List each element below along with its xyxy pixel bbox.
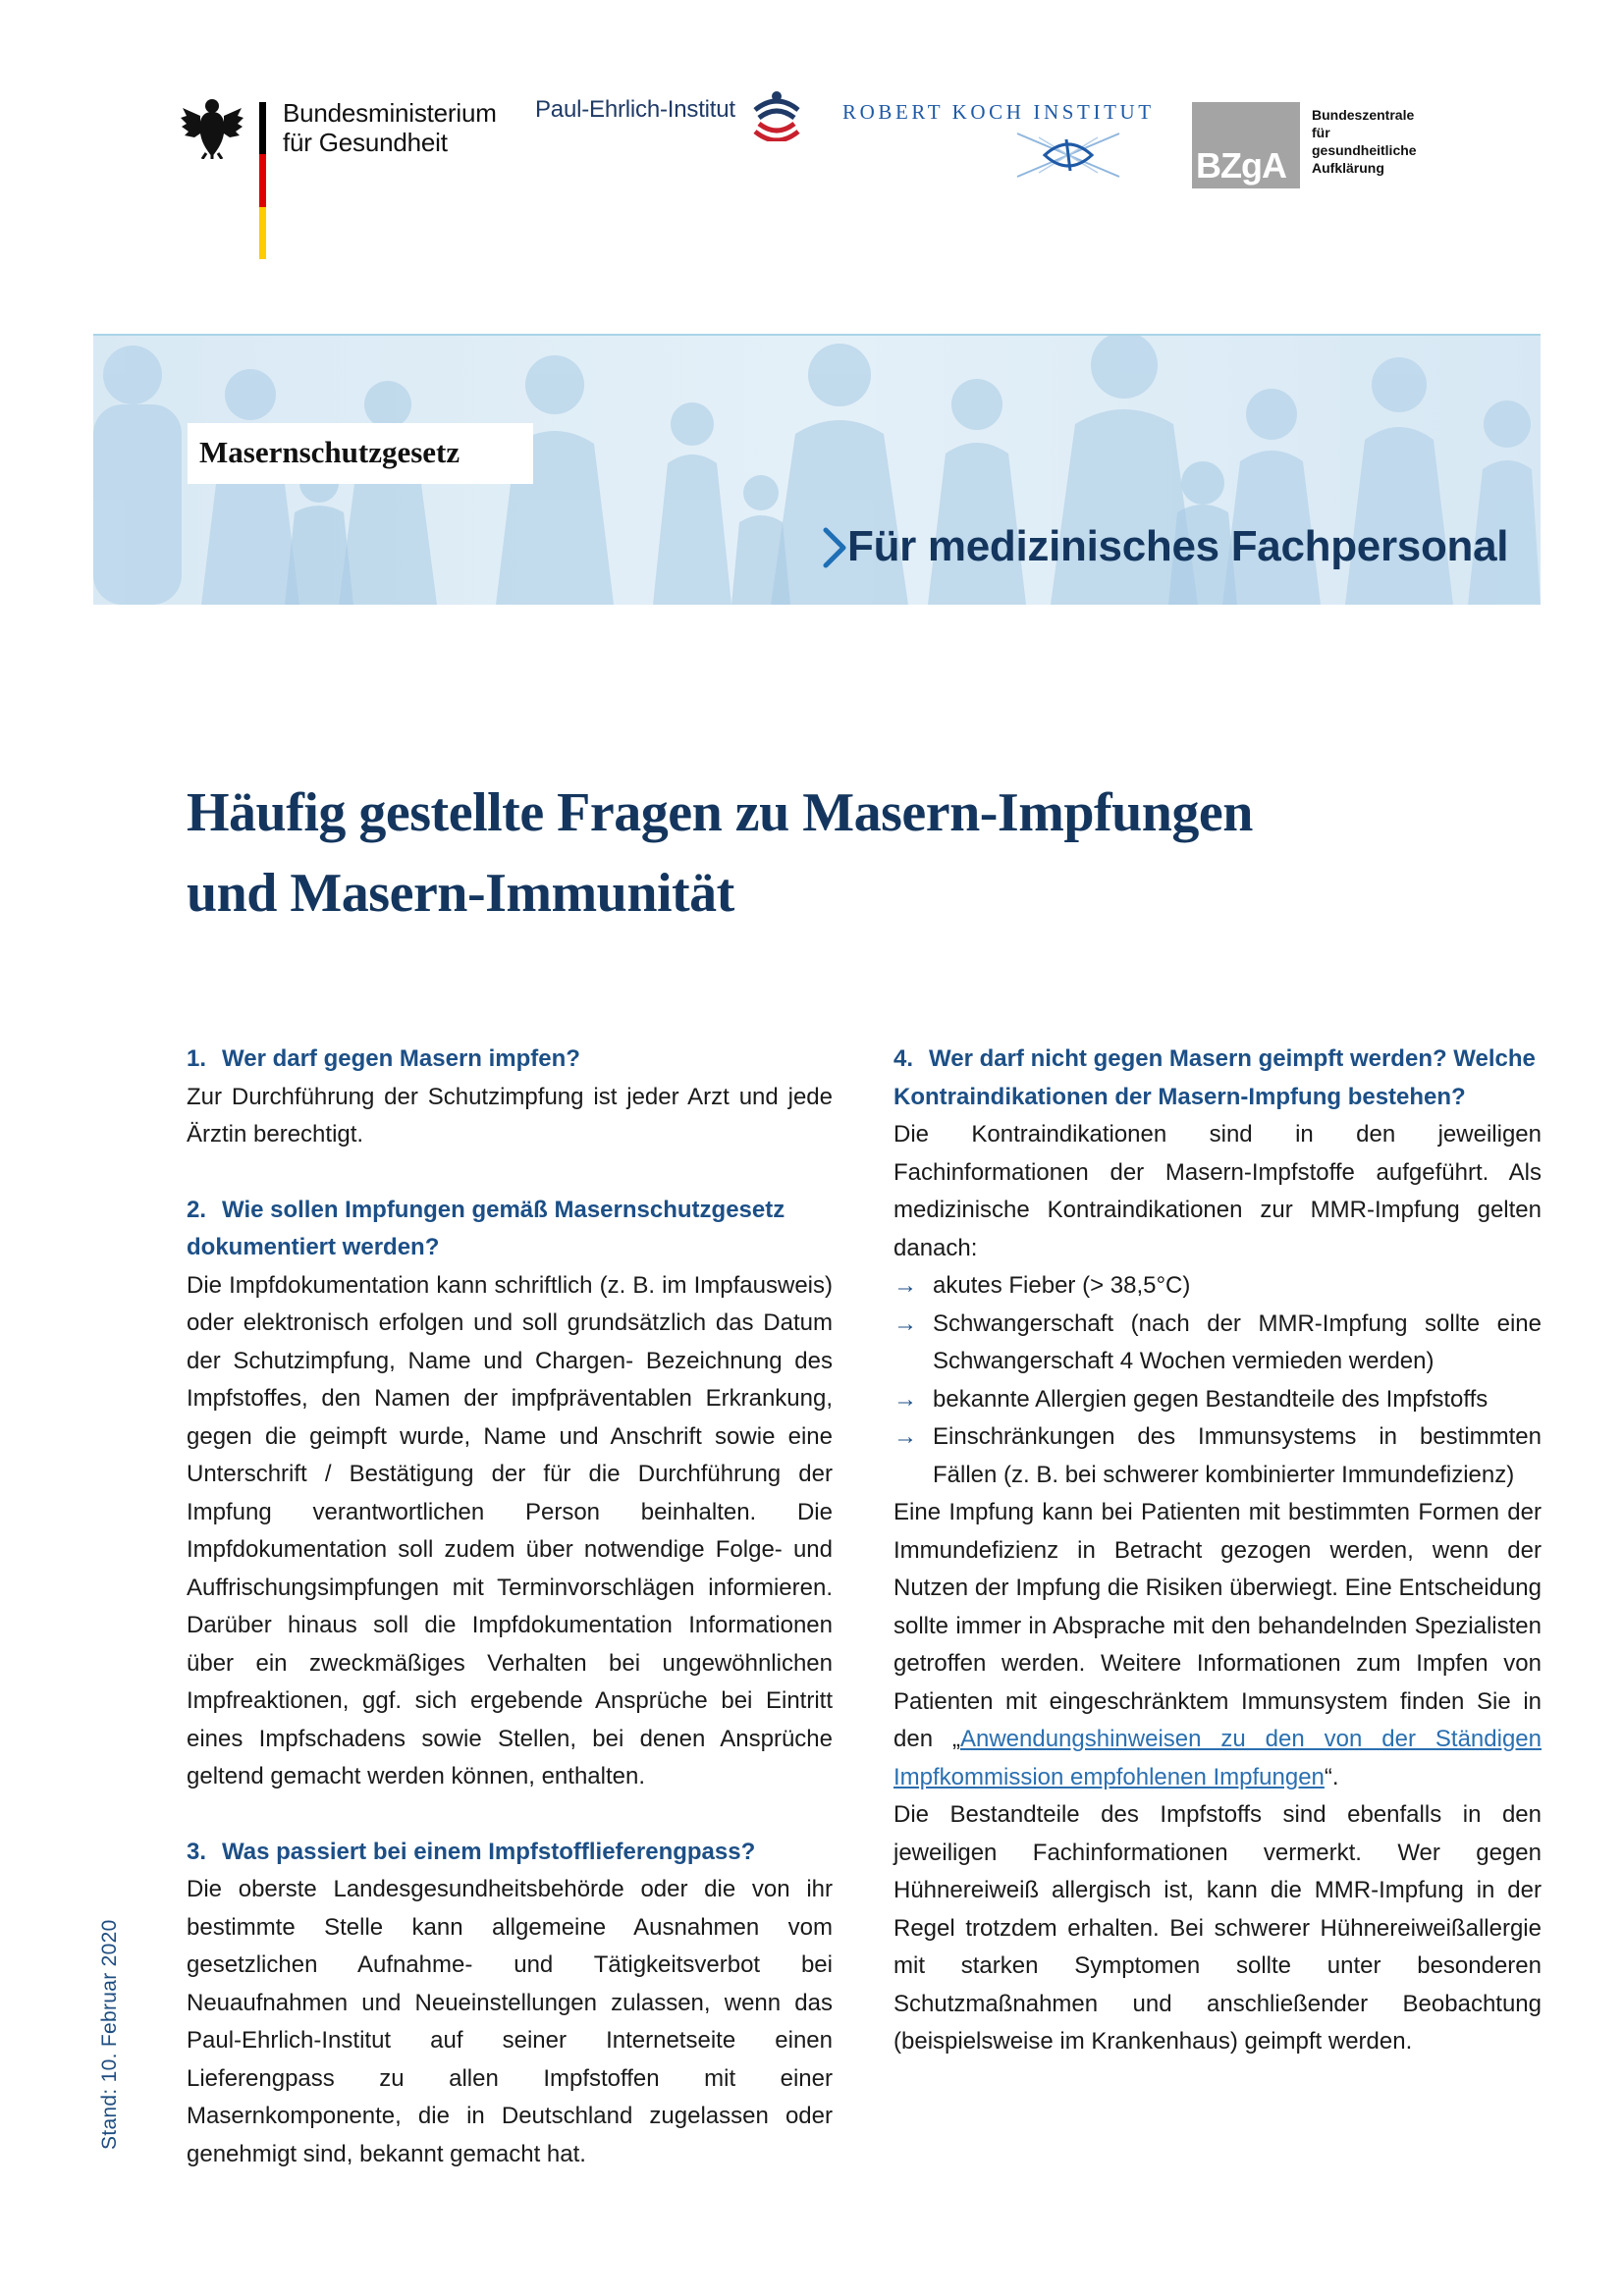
bmg-name-line1: Bundesministerium (283, 98, 497, 128)
bzga-name-line1: Bundeszentrale (1312, 107, 1415, 123)
faq-answer-4-para3: Die Bestandteile des Impfstoffs sind ebenfalls in den jeweiligen Fachinformationen vermerkt. Wer gegen Hühnereiweiß allergisch ist, kann die MMR-Impfung in der Regel trotzdem erhalten. Bei schwerer Hühnereiweißallergie mit starken Symptomen sollte unter besonderen Schutzmaßnahmen und anschließender Beobachtung (beispielsweise im Krankenhaus) geimpft werden. (893, 1801, 1542, 2055)
right-column (893, 1041, 1542, 2061)
faq-answer-2: Die Impfdokumentation kann schriftlich (z. B. im Impfausweis) oder elektronisch erfolgen und soll grundsätzlich das Datum der Schutzimpfung, Name und Chargen- Bezeichnung des Impfstoffes, den Namen der impfpräventablen Erkrankung, gegen die geimpft wurde, Name und Anschrift sowie eine Unterschrift / Bestätigung der für die Durchführung der Impfung verantwortlichen Person beinhalten. Die Impfdokumentation soll zudem über notwendige Folge- und Auffrischungsimpfungen mit Terminvorschlägen informieren. Darüber hinaus soll die Impfdokumentation Informationen über ein zweckmäßiges Verhalten bei ungewöhnlichen Impfreaktionen, ggf. sich ergebende Ansprüche bei Eintritt eines Impfschadens sowie Stellen, bei denen Ansprüche geltend gemacht werden können, enthalten. (187, 1271, 833, 1789)
pei-logo (535, 90, 810, 149)
bzga-name (1312, 106, 1417, 177)
page-title-line2: und Masern-Immunität (187, 863, 734, 924)
hero-banner (93, 334, 1541, 605)
arrow-right-icon: → (893, 1309, 917, 1337)
faq-number: 2. (187, 1196, 207, 1223)
german-flag-stripe (259, 102, 266, 259)
faq-question-text: Wer darf nicht gegen Masern geimpft werden? Welche Kontraindikationen der Masern-Impfung bestehen? (893, 1045, 1536, 1110)
rki-emblem-icon (1009, 128, 1127, 183)
faq-answer-3: Die oberste Landesgesundheitsbehörde oder die von ihr bestimmte Stelle kann allgemeine Ausnahmen vom gesetzlichen Aufnahme- und Tätigkeitsverbot bei Neuaufnahmen und Neueinstellungen zulassen, wenn das Paul-Ehrlich-Institut auf seiner Internetseite einen Lieferengpass zu allen Impfstoffen mit einer Masernkomponente, die in Deutschland zugelassen oder genehmigt sind, bekannt gemacht hat. (187, 1876, 833, 2167)
faq-number: 1. (187, 1045, 207, 1072)
faq-question-text: Wer darf gegen Masern impfen? (222, 1045, 580, 1072)
banner-tag-label: Masernschutzgesetz (199, 435, 460, 469)
left-column (187, 1041, 833, 2173)
faq-question-3 (187, 1834, 833, 1872)
contraindication-list (893, 1267, 1542, 1494)
faq-answer-4-para2 (893, 1494, 1542, 1796)
faq-number: 4. (893, 1045, 914, 1072)
faq-answer-4-intro: Die Kontraindikationen sind in den jeweiligen Fachinformationen der Masern-Impfstoffe aufgeführt. Als medizinische Kontraindikationen zur MMR-Impfung gelten danach: (893, 1121, 1542, 1261)
rki-logo (842, 98, 1157, 187)
arrow-right-icon: → (893, 1385, 917, 1413)
faq-question-2 (187, 1192, 833, 1267)
list-item (893, 1267, 1542, 1306)
stand-date: Stand: 10. Februar 2020 (98, 1919, 121, 2150)
bzga-letters: BZgA (1196, 145, 1286, 186)
bmg-name-line2: für Gesundheit (283, 128, 448, 157)
page-title-line1: Häufig gestellte Fragen zu Masern-Impfungen (187, 782, 1253, 843)
faq-question-4 (893, 1041, 1542, 1116)
faq-question-1 (187, 1041, 833, 1079)
faq-answer-1: Zur Durchführung der Schutzimpfung ist jeder Arzt und jede Ärztin berechtigt. (187, 1083, 833, 1148)
list-item-text: bekannte Allergien gegen Bestandteile des Impfstoffs (933, 1385, 1489, 1413)
list-item (893, 1418, 1542, 1494)
list-item-text: akutes Fieber (> 38,5°C) (933, 1272, 1191, 1299)
pei-name: Paul-Ehrlich-Institut (535, 96, 735, 123)
bzga-logo (1192, 102, 1447, 190)
faq-question-text: Was passiert bei einem Impfstofflieferengpass? (222, 1838, 756, 1865)
list-item-text: Einschränkungen des Immunsystems in bestimmten Fällen (z. B. bei schwerer kombinierter Immundefizienz) (933, 1423, 1542, 1488)
faq-question-text: Wie sollen Impfungen gemäß Masernschutzgesetz dokumentiert werden? (187, 1196, 785, 1260)
para2-end: “. (1324, 1763, 1339, 1790)
bzga-name-line4: Aufklärung (1312, 160, 1384, 176)
pei-emblem-icon (749, 90, 804, 141)
page-title (187, 773, 1463, 934)
chevron-right-icon (820, 524, 849, 571)
bzga-badge (1192, 102, 1300, 188)
list-item-text: Schwangerschaft (nach der MMR-Impfung sollte eine Schwangerschaft 4 Wochen vermieden werden) (933, 1309, 1542, 1374)
bzga-name-line3: gesundheitliche (1312, 142, 1417, 158)
list-item (893, 1381, 1542, 1419)
para2-text: Eine Impfung kann bei Patienten mit bestimmten Formen der Immundefizienz in Betracht gezogen werden, wenn der Nutzen der Impfung die Risiken überwiegt. Eine Entscheidung sollte immer in Absprache mit den behandelnden Spezialisten getroffen werden. Weitere Informationen zum Impfen von Patienten mit eingeschränktem Immunsystem finden Sie in den „ (893, 1499, 1542, 1752)
arrow-right-icon: → (893, 1423, 917, 1450)
stiko-guidance-link[interactable]: Anwendungshinweisen zu den von der Ständigen Impfkommission empfohlenen Impfungen (893, 1726, 1542, 1790)
banner-subtitle: Für medizinisches Fachpersonal (847, 522, 1509, 570)
bmg-logo (181, 94, 514, 261)
rki-name: ROBERT KOCH INSTITUT (842, 100, 1155, 124)
list-item (893, 1306, 1542, 1381)
banner-tag (188, 423, 533, 484)
bzga-name-line2: für (1312, 125, 1330, 140)
faq-number: 3. (187, 1838, 207, 1865)
federal-eagle-icon (181, 94, 244, 159)
bmg-name (283, 98, 497, 157)
arrow-right-icon: → (893, 1272, 917, 1299)
